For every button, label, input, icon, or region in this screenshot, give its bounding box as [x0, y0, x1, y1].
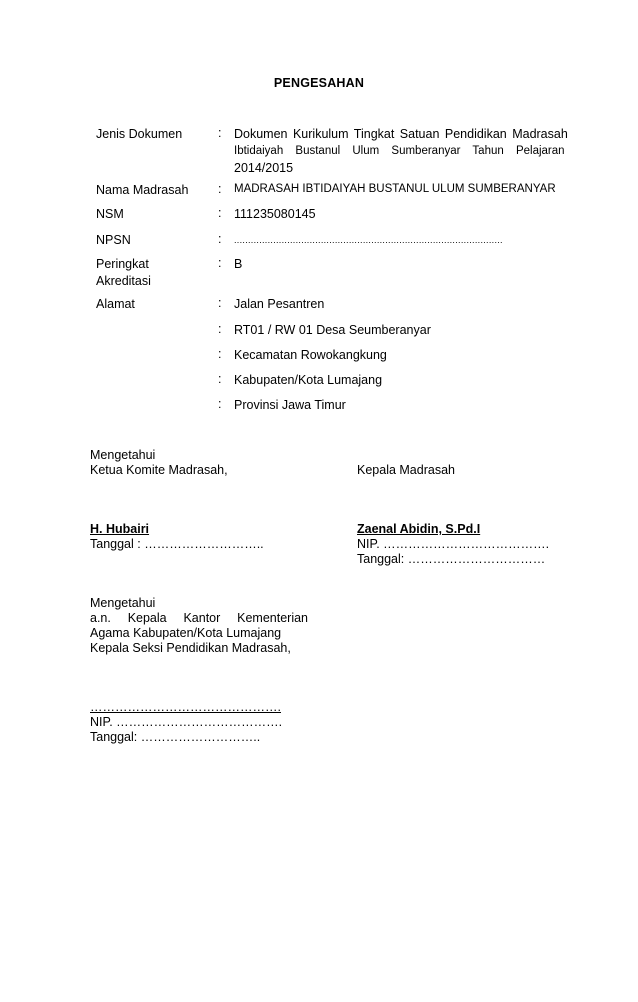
field-value: ................................................................................................: [234, 235, 503, 245]
field-alamat: [96, 296, 576, 316]
committee-name: H. Hubairi: [90, 522, 150, 536]
headmaster-nip: NIP. ………………………………….: [357, 537, 550, 551]
field-label: Nama Madrasah: [96, 183, 189, 197]
address-line: [96, 397, 576, 417]
label-line: Peringkat: [96, 257, 149, 271]
field-value: B: [234, 257, 243, 271]
kemenag-role-line: [90, 611, 308, 626]
address-line: [96, 347, 576, 367]
field-nsm: [96, 206, 576, 226]
headmaster-name: Zaenal Abidin, S.Pd.I: [357, 522, 481, 536]
field-npsn: [96, 232, 576, 252]
field-colon: :: [218, 347, 222, 361]
mengetahui-label: Mengetahui: [90, 448, 156, 462]
field-value: RT01 / RW 01 Desa Seumberanyar: [234, 323, 431, 337]
kemenag-role-line: Agama Kabupaten/Kota Lumajang: [90, 626, 282, 640]
field-colon: :: [218, 182, 222, 196]
value-line: Ibtidaiyah Bustanul Ulum Sumberanyar Tahun Pelajaran: [234, 145, 565, 157]
field-label: [96, 256, 206, 290]
committee-role: Ketua Komite Madrasah,: [90, 463, 228, 477]
field-label: NSM: [96, 207, 124, 221]
mengetahui-label: Mengetahui: [90, 596, 156, 610]
address-line: [96, 322, 576, 342]
field-value: [234, 126, 576, 177]
page-title: PENGESAHAN: [273, 76, 365, 90]
field-value: Kecamatan Rowokangkung: [234, 348, 387, 362]
role-word: a.n.: [90, 611, 111, 625]
kemenag-nip: NIP. ………………………………….: [90, 715, 283, 729]
field-colon: :: [218, 322, 222, 336]
field-peringkat-akreditasi: [96, 256, 576, 292]
field-label: Alamat: [96, 297, 135, 311]
field-value: Provinsi Jawa Timur: [234, 398, 346, 412]
field-nama-madrasah: [96, 181, 576, 201]
committee-date: Tanggal : ………………………..: [90, 537, 264, 551]
address-line: [96, 372, 576, 392]
field-value: Jalan Pesantren: [234, 297, 325, 311]
headmaster-date: Tanggal: ……………………………: [357, 552, 546, 566]
field-colon: :: [218, 397, 222, 411]
field-colon: :: [218, 372, 222, 386]
kemenag-role-line: Kepala Seksi Pendidikan Madrasah,: [90, 641, 291, 655]
role-word: Kantor: [183, 611, 221, 625]
field-label: NPSN: [96, 233, 131, 247]
kemenag-name-line: ……………………………………….: [90, 700, 281, 714]
field-colon: :: [218, 256, 222, 270]
field-colon: :: [218, 126, 222, 140]
field-colon: :: [218, 296, 222, 310]
field-jenis-dokumen: [96, 126, 576, 180]
label-line: Akreditasi: [96, 274, 151, 288]
field-value: Kabupaten/Kota Lumajang: [234, 373, 383, 387]
field-label: Jenis Dokumen: [96, 127, 183, 141]
role-word: Kementerian: [237, 611, 308, 625]
role-word: Kepala: [127, 611, 167, 625]
field-value: 111235080145: [234, 207, 316, 221]
value-line: 2014/2015: [234, 161, 294, 175]
field-colon: :: [218, 206, 222, 220]
field-colon: :: [218, 232, 222, 246]
value-line: Dokumen Kurikulum Tingkat Satuan Pendidikan Madrasah: [234, 127, 568, 141]
kemenag-date: Tanggal: ………………………..: [90, 730, 261, 744]
field-value: MADRASAH IBTIDAIYAH BUSTANUL ULUM SUMBERANYAR: [234, 183, 556, 195]
headmaster-role: Kepala Madrasah: [357, 463, 455, 477]
